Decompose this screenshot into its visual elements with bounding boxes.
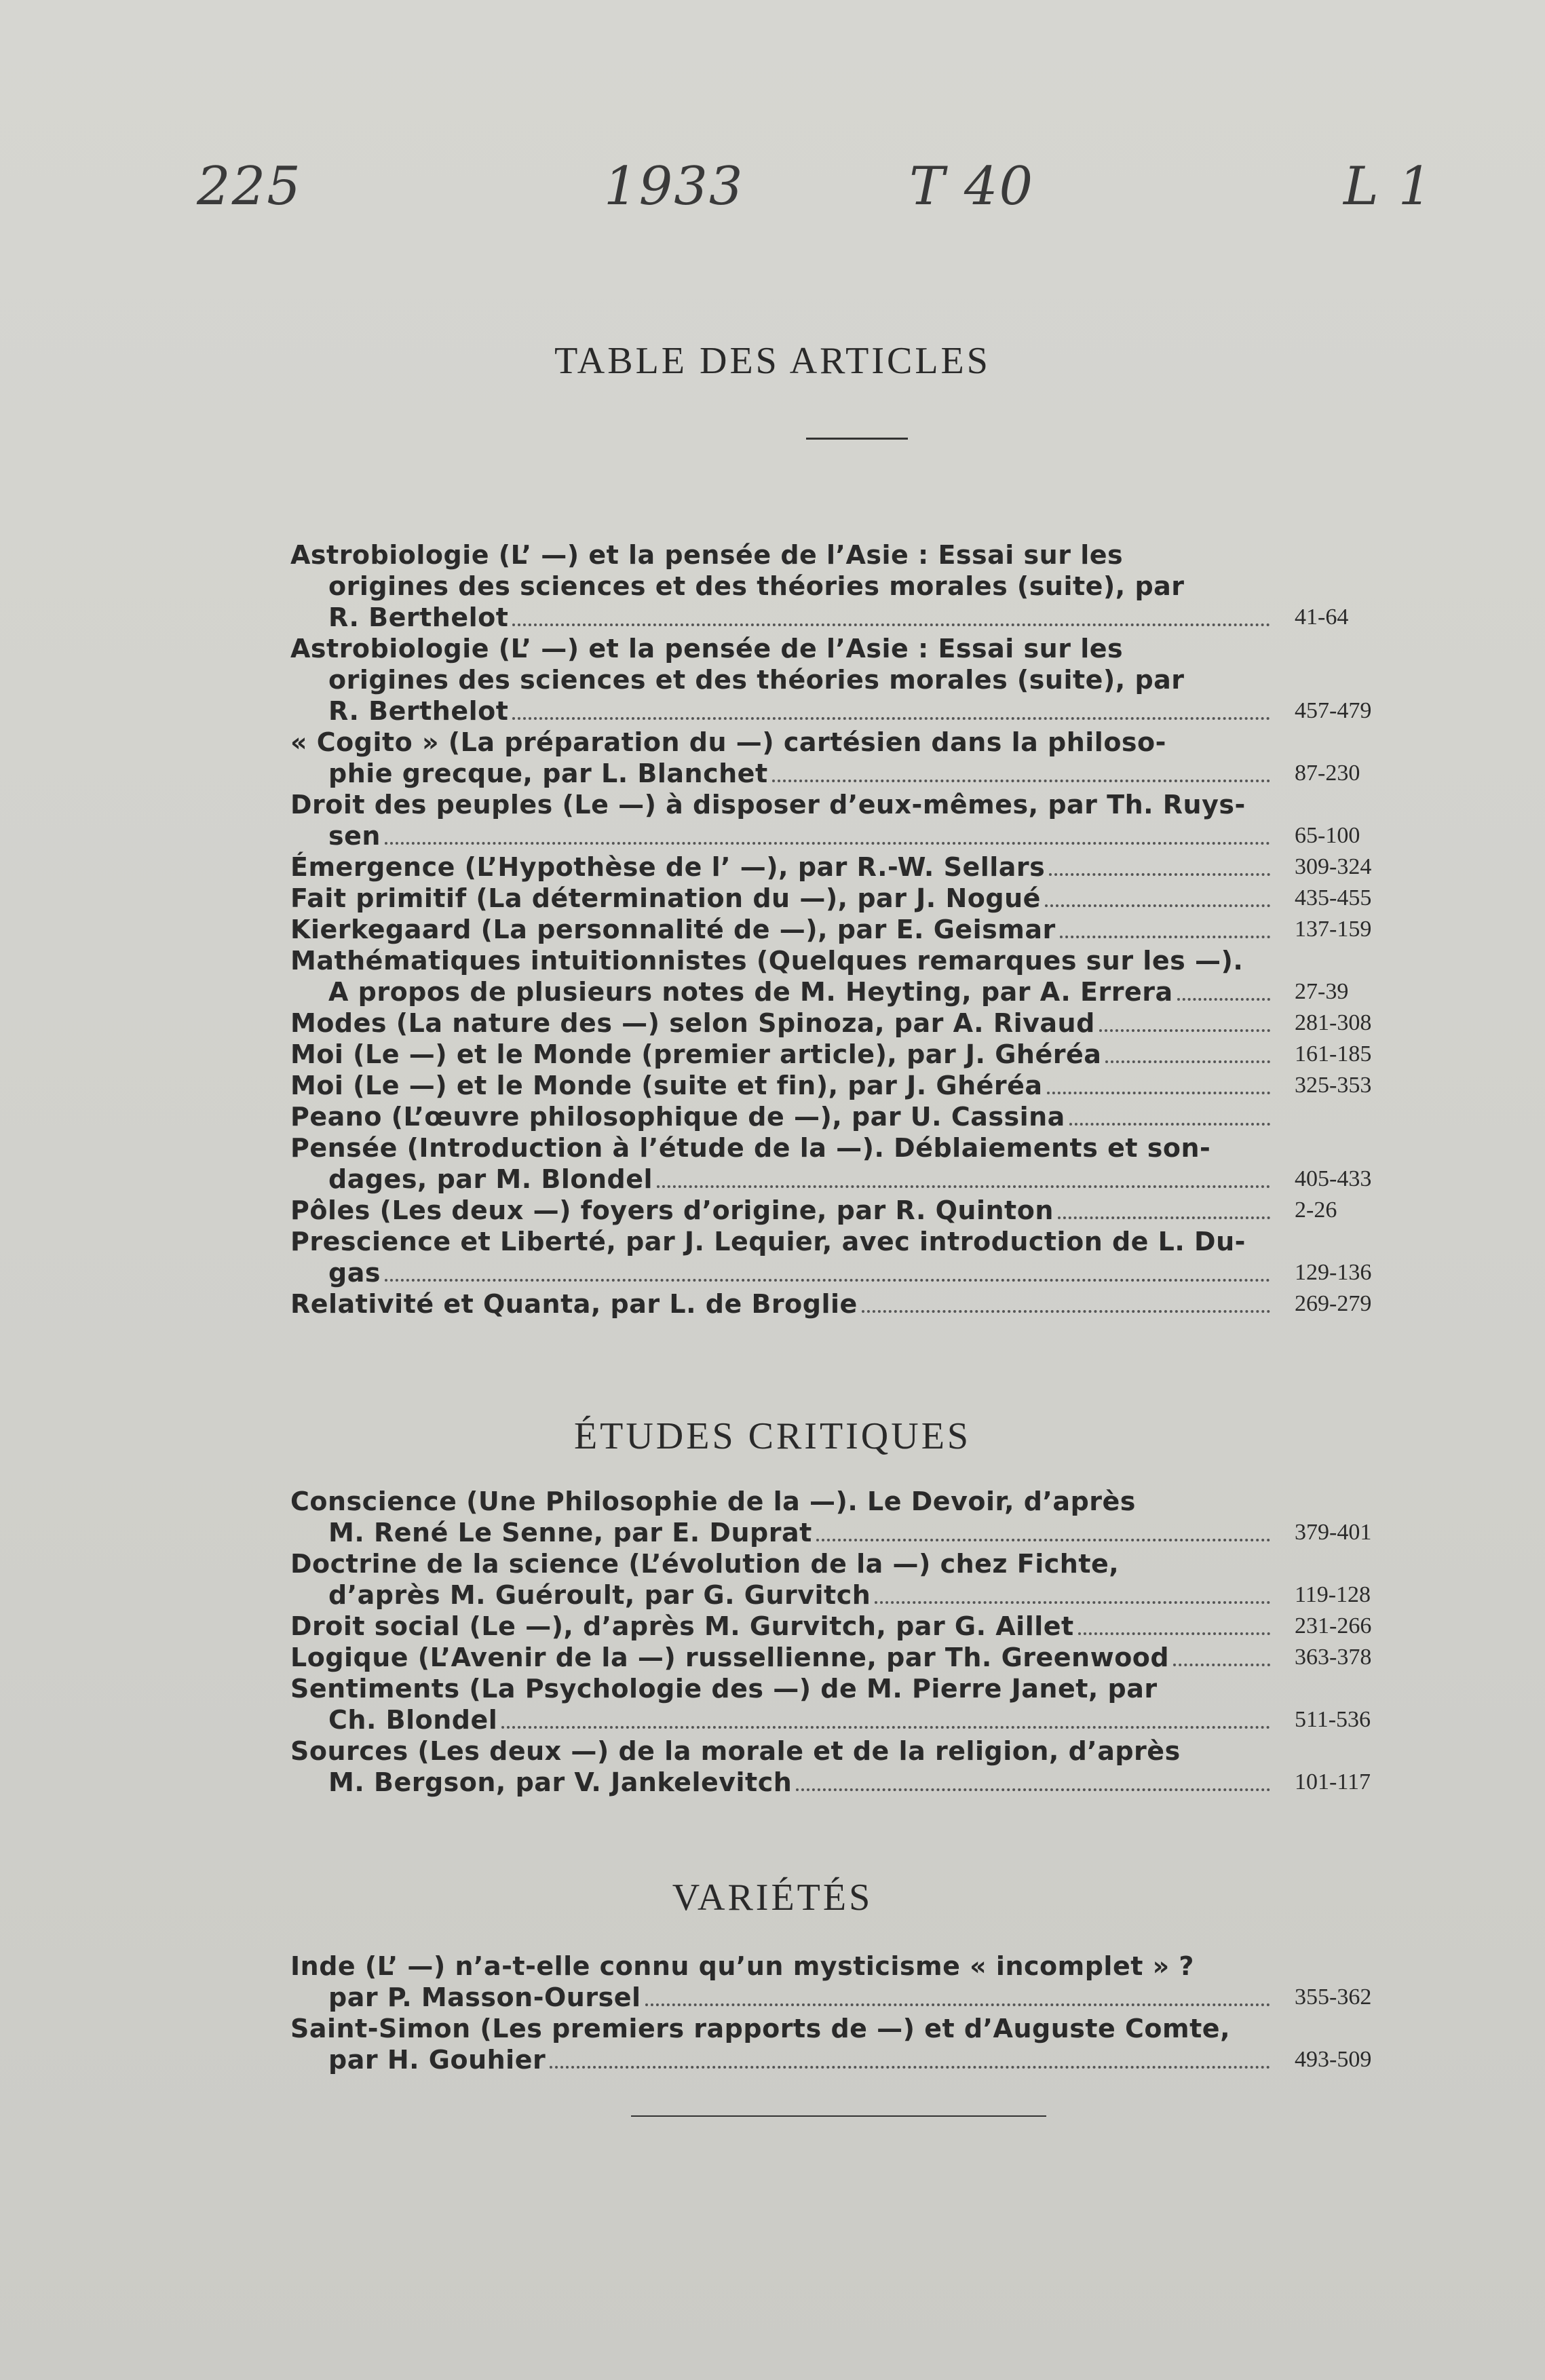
page-range: 101-117 [1295, 1769, 1371, 1794]
entry-text: Logique (L’Avenir de la —) russellienne, par Th. Greenwood [290, 1643, 1170, 1672]
entry-text: Kierkegaard (La personnalité de —), par E. Geismar [290, 915, 1056, 944]
dot-leader [816, 1539, 1270, 1541]
dot-leader [501, 1726, 1270, 1729]
entry-text: M. René Le Senne, par E. Duprat [328, 1518, 812, 1548]
entry-text: Pôles (Les deux —) foyers d’origine, par R. Quinton [290, 1195, 1054, 1225]
dot-leader [550, 2066, 1270, 2069]
toc-entry [290, 539, 1430, 633]
entry-text: Relativité et Quanta, par L. de Broglie [290, 1289, 858, 1319]
entry-last-line [290, 1642, 1274, 1673]
toc-entry [290, 1673, 1430, 1735]
entry-last-line [290, 1579, 1274, 1611]
entry-line: Doctrine de la science (L’évolution de la —) chez Fichte, [290, 1549, 1120, 1579]
title-rule [806, 438, 908, 440]
entry-text: par P. Masson-Oursel [328, 1982, 641, 2012]
entry-text: dages, par M. Blondel [328, 1164, 653, 1194]
dot-leader [645, 2003, 1271, 2006]
entry-last-line [290, 1101, 1274, 1132]
entry-last-line [290, 1195, 1274, 1226]
dot-leader [1060, 936, 1270, 938]
toc-entry [290, 883, 1430, 914]
entry-line: « Cogito » (La préparation du —) cartésien dans la philoso- [290, 727, 1166, 757]
entry-text: Ch. Blondel [328, 1705, 498, 1735]
entry-text: Moi (Le —) et le Monde (suite et fin), par J. Ghéréa [290, 1071, 1043, 1100]
page-range: 231-266 [1295, 1613, 1372, 1638]
entry-last-line [290, 1767, 1274, 1798]
page-range: 269-279 [1295, 1291, 1372, 1316]
dot-leader [1099, 1029, 1270, 1032]
page-range: 405-433 [1295, 1166, 1372, 1191]
entry-text: phie grecque, par L. Blanchet [328, 759, 768, 788]
etudes-critiques-heading: ÉTUDES CRITIQUES [573, 1415, 972, 1457]
toc-entry [290, 727, 1430, 789]
closing-rule [631, 2115, 1046, 2117]
toc-entry [290, 1132, 1430, 1195]
entry-line: Sources (Les deux —) de la morale et de la religion, d’après [290, 1736, 1181, 1766]
page-range: 355-362 [1295, 1984, 1372, 2010]
varietes-list [290, 1951, 1430, 2075]
dot-leader [772, 780, 1270, 782]
entry-last-line [290, 1164, 1274, 1195]
entry-line: Droit des peuples (Le —) à disposer d’eux-mêmes, par Th. Ruys- [290, 790, 1246, 820]
dot-leader [1045, 904, 1270, 907]
dot-leader [1047, 1092, 1270, 1094]
page-title: TABLE DES ARTICLES [554, 340, 991, 382]
dot-leader [1078, 1632, 1270, 1635]
page-range: 41-64 [1295, 604, 1349, 630]
toc-entry [290, 2013, 1430, 2075]
toc-entry [290, 1288, 1430, 1320]
toc-entry [290, 945, 1430, 1007]
dot-leader [1173, 1664, 1270, 1666]
page-range: 493-509 [1295, 2047, 1372, 2072]
entry-text: Modes (La nature des —) selon Spinoza, par A. Rivaud [290, 1008, 1095, 1038]
entry-last-line [290, 1704, 1274, 1735]
varietes-heading: VARIÉTÉS [672, 1877, 873, 1919]
entry-line: Prescience et Liberté, par J. Lequier, avec introduction de L. Du- [290, 1227, 1246, 1256]
page-range: 161-185 [1295, 1041, 1372, 1067]
entry-last-line [290, 1007, 1274, 1039]
dot-leader [1069, 1123, 1270, 1126]
entry-last-line [290, 1611, 1274, 1642]
page-range: 363-378 [1295, 1645, 1372, 1670]
entry-line: Pensée (Introduction à l’étude de la —). Déblaiements et son- [290, 1133, 1211, 1163]
entry-text: M. Bergson, par V. Jankelevitch [328, 1767, 793, 1797]
entry-line: Conscience (Une Philosophie de la —). Le Devoir, d’après [290, 1486, 1136, 1516]
page-range: 129-136 [1295, 1260, 1372, 1285]
entry-line: Mathématiques intuitionnistes (Quelques remarques sur les —). [290, 946, 1244, 976]
entry-last-line [290, 976, 1274, 1007]
entry-last-line [290, 758, 1274, 789]
handwritten-number: 225 [197, 156, 302, 217]
toc-entry [290, 1642, 1430, 1673]
page-range: 87-230 [1295, 761, 1360, 786]
entry-last-line [290, 695, 1274, 727]
entry-line: Inde (L’ —) n’a-t-elle connu qu’un mysticisme « incomplet » ? [290, 1951, 1194, 1981]
entry-text: Émergence (L’Hypothèse de l’ —), par R.-W. Sellars [290, 852, 1046, 882]
entry-text: par H. Gouhier [328, 2045, 546, 2075]
entry-text: R. Berthelot [328, 602, 509, 632]
entry-last-line [290, 914, 1274, 945]
dot-leader [512, 717, 1270, 720]
dot-leader [862, 1310, 1270, 1313]
handwritten-tome: T 40 [909, 156, 1035, 217]
toc-entry [290, 1486, 1430, 1548]
toc-entry [290, 851, 1430, 883]
page-range: 511-536 [1295, 1707, 1371, 1732]
dot-leader [1177, 998, 1270, 1001]
page-range: 435-455 [1295, 885, 1372, 910]
dot-leader [385, 842, 1270, 845]
entry-last-line [290, 2044, 1274, 2075]
page-range: 137-159 [1295, 917, 1372, 942]
toc-entry [290, 1226, 1430, 1288]
page-range: 379-401 [1295, 1520, 1372, 1545]
page-range: 27-39 [1295, 979, 1349, 1004]
entry-last-line [290, 602, 1274, 633]
entry-line: origines des sciences et des théories morales (suite), par [328, 571, 1185, 601]
entry-line: Astrobiologie (L’ —) et la pensée de l’Asie : Essai sur les [290, 634, 1124, 664]
articles-list [290, 539, 1430, 1320]
handwritten-code: L 1 [1343, 156, 1434, 217]
toc-entry [290, 1951, 1430, 2013]
entry-text: A propos de plusieurs notes de M. Heyting, par A. Errera [328, 977, 1173, 1007]
toc-entry [290, 633, 1430, 727]
entry-text: Droit social (Le —), d’après M. Gurvitch, par G. Aillet [290, 1611, 1074, 1641]
handwritten-year: 1933 [604, 156, 744, 217]
dot-leader [385, 1279, 1270, 1282]
dot-leader [657, 1185, 1270, 1188]
toc-entry [290, 1195, 1430, 1226]
page-range: 457-479 [1295, 698, 1372, 723]
page-range: 119-128 [1295, 1582, 1371, 1607]
toc-entry [290, 789, 1430, 851]
entry-last-line [290, 820, 1274, 851]
entry-last-line [290, 1039, 1274, 1070]
toc-entry [290, 1611, 1430, 1642]
entry-last-line [290, 1982, 1274, 2013]
entry-line: Astrobiologie (L’ —) et la pensée de l’Asie : Essai sur les [290, 540, 1124, 570]
entry-text: d’après M. Guéroult, par G. Gurvitch [328, 1580, 871, 1610]
entry-line: Saint-Simon (Les premiers rapports de —) et d’Auguste Comte, [290, 2014, 1231, 2043]
dot-leader [1105, 1060, 1270, 1063]
dot-leader [1058, 1216, 1270, 1219]
toc-entry [290, 1735, 1430, 1798]
entry-last-line [290, 851, 1274, 883]
entry-line: origines des sciences et des théories morales (suite), par [328, 665, 1185, 695]
entry-last-line [290, 1257, 1274, 1288]
entry-text: gas [328, 1258, 381, 1288]
toc-entry [290, 1548, 1430, 1611]
entry-text: sen [328, 821, 381, 851]
handwritten-notes [0, 156, 1545, 251]
entry-last-line [290, 883, 1274, 914]
etudes-list [290, 1486, 1430, 1798]
toc-entry [290, 1101, 1430, 1132]
entry-line: Sentiments (La Psychologie des —) de M. Pierre Janet, par [290, 1674, 1158, 1704]
entry-text: Moi (Le —) et le Monde (premier article), par J. Ghéréa [290, 1039, 1102, 1069]
entry-text: Peano (L’œuvre philosophique de —), par U. Cassina [290, 1102, 1065, 1132]
dot-leader [1049, 873, 1270, 876]
entry-text: R. Berthelot [328, 696, 509, 726]
page-range: 309-324 [1295, 854, 1372, 879]
dot-leader [796, 1788, 1270, 1791]
dot-leader [512, 623, 1270, 626]
page-range: 325-353 [1295, 1073, 1372, 1098]
entry-last-line [290, 1517, 1274, 1548]
entry-last-line [290, 1070, 1274, 1101]
page-range: 281-308 [1295, 1010, 1372, 1035]
toc-entry [290, 1070, 1430, 1101]
toc-entry [290, 1007, 1430, 1039]
dot-leader [875, 1601, 1270, 1604]
entry-last-line [290, 1288, 1274, 1320]
toc-entry [290, 914, 1430, 945]
page-range: 2-26 [1295, 1197, 1337, 1223]
toc-entry [290, 1039, 1430, 1070]
entry-text: Fait primitif (La détermination du —), par J. Nogué [290, 883, 1041, 913]
page-range: 65-100 [1295, 823, 1360, 848]
